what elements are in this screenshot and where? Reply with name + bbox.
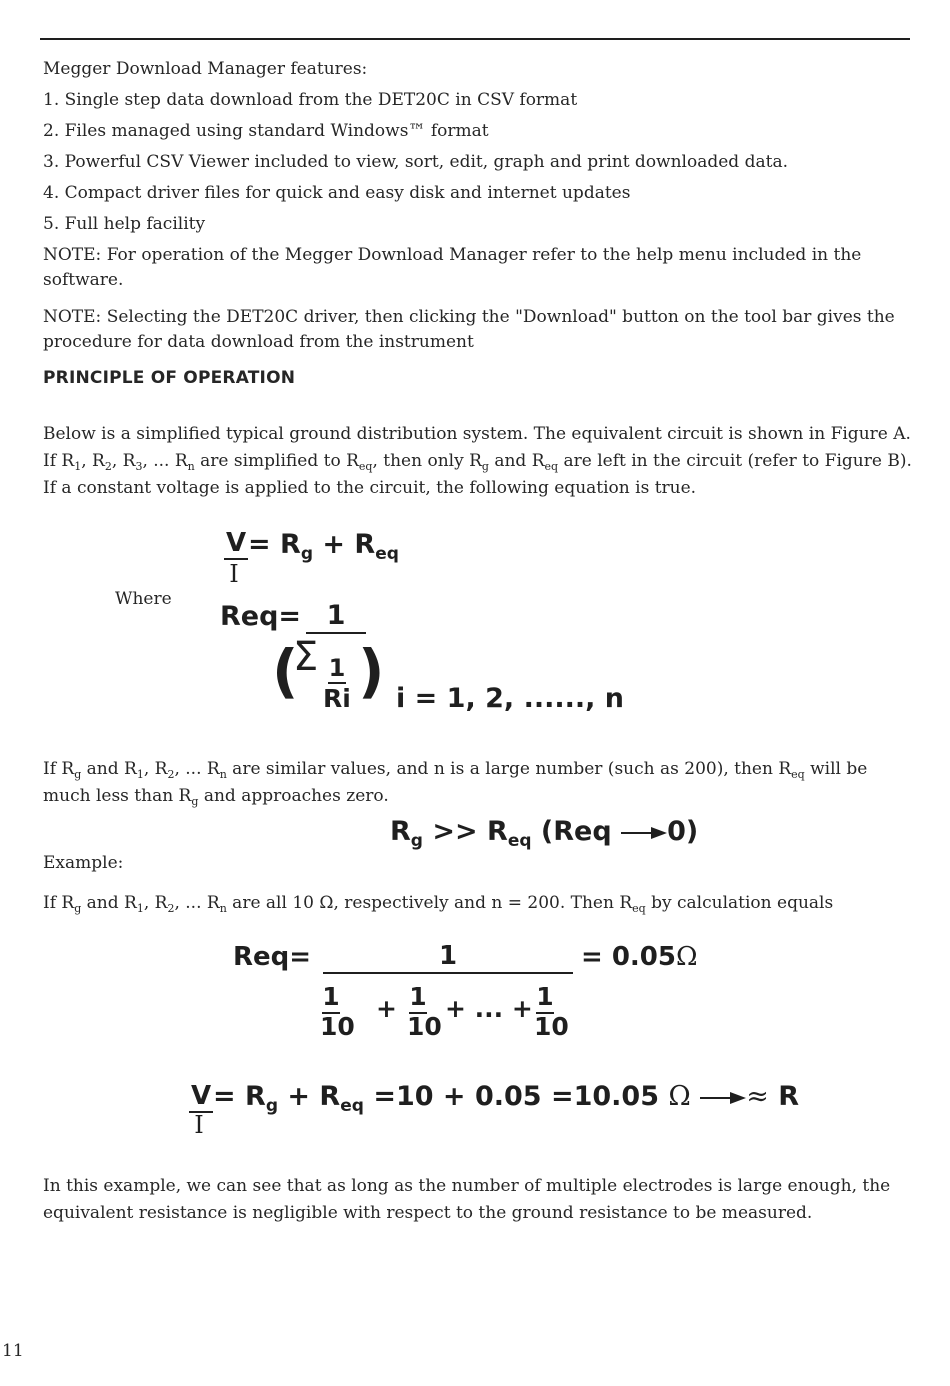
eq5-denominator: I [194, 1111, 204, 1139]
eq2-lhs: Req= [220, 601, 302, 632]
eq4-result: = 0.05Ω [581, 942, 698, 972]
arrow-icon [700, 1092, 746, 1104]
eq2-left-paren: ( [272, 637, 299, 705]
example-label: Example: [43, 853, 124, 873]
eq4-term3-num: 1 [536, 982, 554, 1014]
eq2-index-range: i = 1, 2, ......, n [396, 683, 624, 714]
eq1-rhs: = $R_g + R_{eq}$ [248, 529, 399, 564]
feature-item-3: 3. Powerful CSV Viewer included to view, sort, edit, graph and print downloaded data. [43, 152, 788, 172]
eq4-lhs: Req= [233, 942, 312, 972]
eq4-numerator: 1 [323, 940, 573, 974]
eq2-inner-denominator: Ri [323, 684, 351, 713]
eq4-plus: + [376, 994, 397, 1023]
eq2-inner-numerator: 1 [328, 654, 346, 682]
eq4-term3-den: 10 [534, 1012, 569, 1041]
feature-item-5: 5. Full help facility [43, 214, 206, 234]
note-operation: NOTE: For operation of the Megger Download Manager refer to the help menu included in the software. [43, 245, 862, 290]
eq4-term1-den: 10 [320, 1012, 355, 1041]
note-download: NOTE: Selecting the DET20C driver, then clicking the "Download" button on the tool bar gives the procedure for data download from the instrument [43, 307, 895, 352]
para1-line2: If $R_1$, $R_2$, $R_3$, ... $R_n$ are simplified to $R_{eq}$, then only $R_g$ and $R_{eq}$ are left in the circuit (refer to Figure B). [43, 451, 912, 473]
section-heading: PRINCIPLE OF OPERATION [43, 368, 296, 388]
sigma-symbol: Σ [293, 634, 319, 680]
feature-item-4: 4. Compact driver files for quick and easy disk and internet updates [43, 183, 631, 203]
example-text: If $R_g$ and $R_1$, $R_2$, ... $R_n$ are all 10 Ω, respectively and n = 200. Then $R_{eq}$ by calculation equals [43, 893, 834, 915]
eq1-numerator: V [225, 528, 247, 558]
feature-item-2: 2. Files managed using standard Windows™ format [43, 121, 489, 141]
para2-line2: much less than $R_g$ and approaches zero. [43, 786, 389, 808]
eq4-term2-num: 1 [409, 982, 427, 1014]
para2-line1: If $R_g$ and $R_1$, $R_2$, ... $R_n$ are similar values, and n is a large number (such as 200), then $R_{eq}$ will be [43, 759, 868, 781]
eq2-numerator: 1 [306, 600, 366, 634]
features-intro: Megger Download Manager features: [43, 59, 368, 79]
feature-item-1: 1. Single step data download from the DET20C in CSV format [43, 90, 578, 110]
para1-line3: If a constant voltage is applied to the circuit, the following equation is true. [43, 478, 697, 498]
page-number: 11 [2, 1341, 24, 1361]
eq4-term1-num: 1 [322, 982, 340, 1014]
eq5-rhs: = $R_g + R_{eq} =10 + 0.05 =10.05$ Ω ≈ R [213, 1081, 800, 1116]
eq5-numerator: V [190, 1081, 212, 1111]
where-label: Where [115, 589, 172, 609]
eq1-denominator: I [229, 560, 239, 588]
para1-line1: Below is a simplified typical ground distribution system. The equivalent circuit is shown in Figure A. [43, 424, 911, 444]
eq4-term2-den: 10 [407, 1012, 442, 1041]
conclusion-paragraph: In this example, we can see that as long as the number of multiple electrodes is large enough, the equivalent resistance is negligible with respect to the ground resistance to be measured. [43, 1176, 891, 1223]
equation-limit: $R_g >> R_{eq}$ (Req 0) [390, 816, 699, 851]
eq4-ellipsis: + ... + [445, 994, 533, 1023]
eq2-right-paren: ) [358, 637, 385, 705]
arrow-icon [621, 827, 667, 839]
top-rule [40, 38, 910, 40]
